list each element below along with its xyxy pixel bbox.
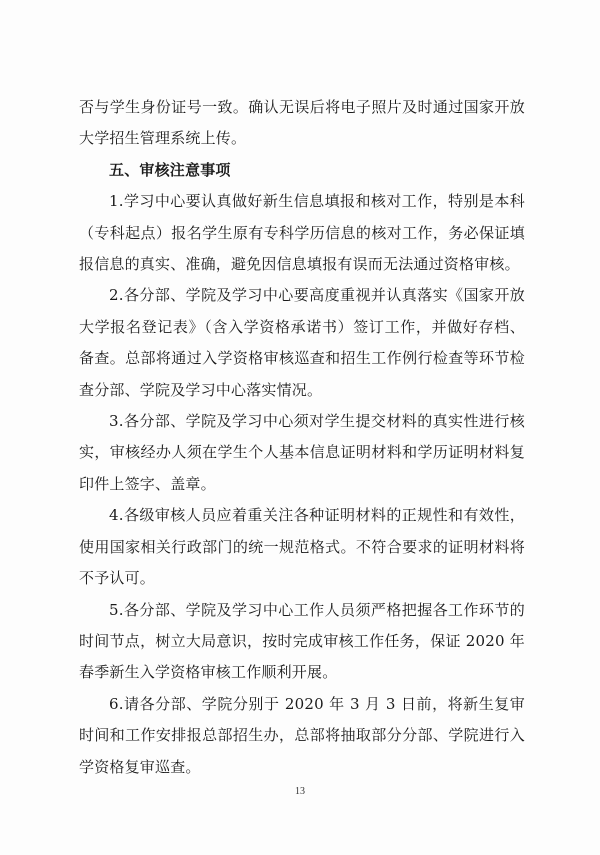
section-heading: 五、审核注意事项 xyxy=(109,160,231,179)
item-paragraph-2: 2.各分部、学院及学习中心要高度重视并认真落实《国家开放大学报名登记表》（含入学资格承诺书）签订工作，并做好存档、备查。总部将通过入学资格审核巡查和招生工作例行检查等环节检查分部、学院及学习中心落实情况。 xyxy=(79,286,525,399)
item-paragraph-3: 3.各分部、学院及学习中心须对学生提交材料的真实性进行核实，审核经办人须在学生个人基本信息证明材料和学历证明材料复印件上签字、盖章。 xyxy=(79,412,525,493)
document-body xyxy=(79,92,525,783)
item-paragraph-1: 1.学习中心要认真做好新生信息填报和核对工作，特别是本科（专科起点）报名学生原有专科学历信息的核对工作，务必保证填报信息的真实、准确，避免因信息填报有误而无法通过资格审核。 xyxy=(79,192,525,274)
continuation-paragraph: 否与学生身份证号一致。确认无误后将电子照片及时通过国家开放大学招生管理系统上传。 xyxy=(79,98,525,148)
item-paragraph-5: 5.各分部、学院及学习中心工作人员须严格把握各工作环节的时间节点，树立大局意识，按时完成审核工作任务，保证 2020 年春季新生入学资格审核工作顺利开展。 xyxy=(79,600,525,682)
page-number: 13 xyxy=(295,786,305,797)
item-paragraph-4: 4.各级审核人员应着重关注各种证明材料的正规性和有效性，使用国家相关行政部门的统一规范格式。不符合要求的证明材料将不予认可。 xyxy=(79,506,525,588)
item-paragraph-6: 6.请各分部、学院分别于 2020 年 3 月 3 日前，将新生复审时间和工作安排报总部招生办，总部将抽取部分分部、学院进行入学资格复审巡查。 xyxy=(79,694,525,776)
